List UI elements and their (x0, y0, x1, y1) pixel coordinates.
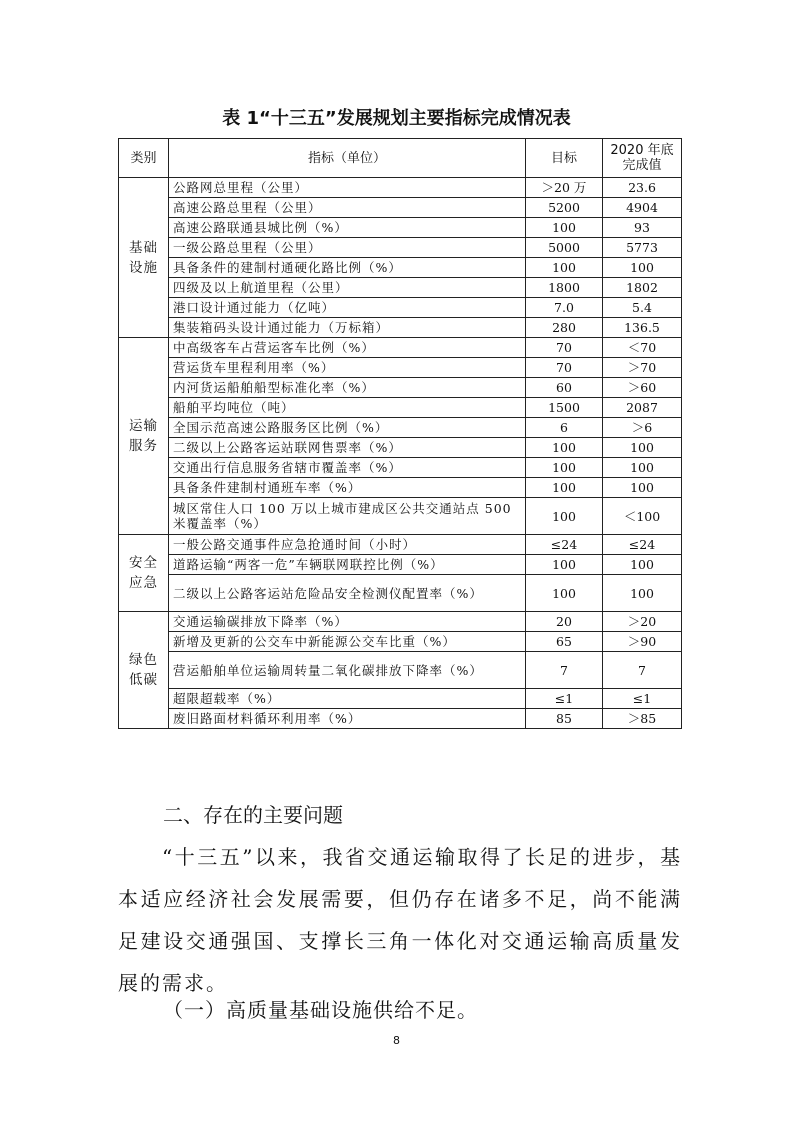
target-cell: 100 (526, 218, 603, 238)
table-row (119, 198, 682, 218)
actual-cell: 1802 (603, 278, 682, 298)
indicator-cell: 集装箱码头设计通过能力（万标箱） (169, 318, 526, 338)
table-row (119, 478, 682, 498)
indicator-cell: 交通运输碳排放下降率（%） (169, 612, 526, 632)
indicator-cell: 营运船舶单位运输周转量二氧化碳排放下降率（%） (169, 652, 526, 689)
actual-cell: 2087 (603, 398, 682, 418)
table-row (119, 418, 682, 438)
table-row (119, 709, 682, 729)
target-cell: 1500 (526, 398, 603, 418)
table-row (119, 438, 682, 458)
actual-cell: 100 (603, 458, 682, 478)
indicator-cell: 一般公路交通事件应急抢通时间（小时） (169, 535, 526, 555)
target-cell: ≤1 (526, 689, 603, 709)
section-heading: 二、存在的主要问题 (163, 803, 343, 827)
category-cell: 绿色 低碳 (119, 612, 169, 729)
indicator-cell: 中高级客车占营运客车比例（%） (169, 338, 526, 358)
table-row (119, 358, 682, 378)
table-row (119, 575, 682, 612)
table-row (119, 689, 682, 709)
table-row (119, 278, 682, 298)
actual-cell: 23.6 (603, 178, 682, 198)
actual-cell: 100 (603, 258, 682, 278)
indicator-cell: 二级以上公路客运站危险品安全检测仪配置率（%） (169, 575, 526, 612)
target-cell: 7 (526, 652, 603, 689)
target-cell: 280 (526, 318, 603, 338)
actual-cell: 100 (603, 438, 682, 458)
actual-cell: 4904 (603, 198, 682, 218)
table-header-row (119, 139, 682, 178)
indicator-cell: 废旧路面材料循环利用率（%） (169, 709, 526, 729)
indicator-cell: 一级公路总里程（公里） (169, 238, 526, 258)
target-cell: ≤24 (526, 535, 603, 555)
actual-cell: 136.5 (603, 318, 682, 338)
table-row (119, 632, 682, 652)
page-number: 8 (393, 1034, 400, 1047)
target-cell: 6 (526, 418, 603, 438)
target-cell: 60 (526, 378, 603, 398)
category-cell: 运输 服务 (119, 338, 169, 535)
target-cell: 85 (526, 709, 603, 729)
table-row (119, 652, 682, 689)
table-row (119, 258, 682, 278)
table-row (119, 378, 682, 398)
section-paragraph: “十三五”以来，我省交通运输取得了长足的进步，基本适应经济社会发展需要，但仍存在诸多不足，尚不能满足建设交通强国、支撑长三角一体化对交通运输高质量发展的需求。 (118, 845, 682, 995)
indicator-cell: 营运货车里程利用率（%） (169, 358, 526, 378)
actual-cell: 5.4 (603, 298, 682, 318)
actual-cell: 100 (603, 555, 682, 575)
header-indicator: 指标（单位） (169, 139, 526, 178)
target-cell: 100 (526, 458, 603, 478)
actual-cell: ＞70 (603, 358, 682, 378)
target-cell: 65 (526, 632, 603, 652)
table-body (119, 178, 682, 729)
indicator-cell: 道路运输“两客一危”车辆联网联控比例（%） (169, 555, 526, 575)
table-row (119, 535, 682, 555)
actual-cell: ＞90 (603, 632, 682, 652)
actual-cell: ＞85 (603, 709, 682, 729)
target-cell: 20 (526, 612, 603, 632)
actual-cell: 5773 (603, 238, 682, 258)
header-actual: 2020 年底 完成值 (603, 139, 682, 178)
indicator-cell: 二级以上公路客运站联网售票率（%） (169, 438, 526, 458)
table-row (119, 458, 682, 478)
indicator-cell: 船舶平均吨位（吨） (169, 398, 526, 418)
actual-cell: ≤1 (603, 689, 682, 709)
actual-cell: 7 (603, 652, 682, 689)
actual-cell: ＞20 (603, 612, 682, 632)
target-cell: 100 (526, 258, 603, 278)
table-row (119, 338, 682, 358)
target-cell: 100 (526, 555, 603, 575)
target-cell: ＞20 万 (526, 178, 603, 198)
target-cell: 100 (526, 438, 603, 458)
target-cell: 5000 (526, 238, 603, 258)
indicator-cell: 公路网总里程（公里） (169, 178, 526, 198)
table-row (119, 398, 682, 418)
table-row (119, 612, 682, 632)
indicator-cell: 具备条件建制村通班车率（%） (169, 478, 526, 498)
actual-cell: ＞6 (603, 418, 682, 438)
table-title: 表 1“十三五”发展规划主要指标完成情况表 (222, 108, 571, 129)
header-target: 目标 (526, 139, 603, 178)
actual-cell: ＜100 (603, 498, 682, 535)
target-cell: 1800 (526, 278, 603, 298)
indicator-cell: 具备条件的建制村通硬化路比例（%） (169, 258, 526, 278)
indicator-cell: 全国示范高速公路服务区比例（%） (169, 418, 526, 438)
table-row (119, 498, 682, 535)
header-category: 类别 (119, 139, 169, 178)
actual-cell: 100 (603, 575, 682, 612)
indicator-cell: 超限超载率（%） (169, 689, 526, 709)
target-cell: 70 (526, 338, 603, 358)
actual-cell: ＞60 (603, 378, 682, 398)
category-cell: 基础 设施 (119, 178, 169, 338)
table-row (119, 318, 682, 338)
actual-cell: ＜70 (603, 338, 682, 358)
target-cell: 70 (526, 358, 603, 378)
indicator-cell: 高速公路总里程（公里） (169, 198, 526, 218)
category-cell: 安全 应急 (119, 535, 169, 612)
indicator-cell: 内河货运船舶船型标准化率（%） (169, 378, 526, 398)
target-cell: 5200 (526, 198, 603, 218)
section-subheading: （一）高质量基础设施供给不足。 (163, 998, 478, 1022)
table-row (119, 178, 682, 198)
target-cell: 100 (526, 478, 603, 498)
indicator-cell: 城区常住人口 100 万以上城市建成区公共交通站点 500 米覆盖率（%） (169, 498, 526, 535)
table-row (119, 218, 682, 238)
indicator-cell: 港口设计通过能力（亿吨） (169, 298, 526, 318)
indicator-table (118, 138, 682, 729)
table-row (119, 238, 682, 258)
table-row (119, 298, 682, 318)
actual-cell: 100 (603, 478, 682, 498)
indicator-cell: 新增及更新的公交车中新能源公交车比重（%） (169, 632, 526, 652)
target-cell: 100 (526, 575, 603, 612)
table-row (119, 555, 682, 575)
indicator-cell: 高速公路联通县城比例（%） (169, 218, 526, 238)
indicator-cell: 四级及以上航道里程（公里） (169, 278, 526, 298)
actual-cell: ≤24 (603, 535, 682, 555)
indicator-cell: 交通出行信息服务省辖市覆盖率（%） (169, 458, 526, 478)
target-cell: 100 (526, 498, 603, 535)
actual-cell: 93 (603, 218, 682, 238)
target-cell: 7.0 (526, 298, 603, 318)
